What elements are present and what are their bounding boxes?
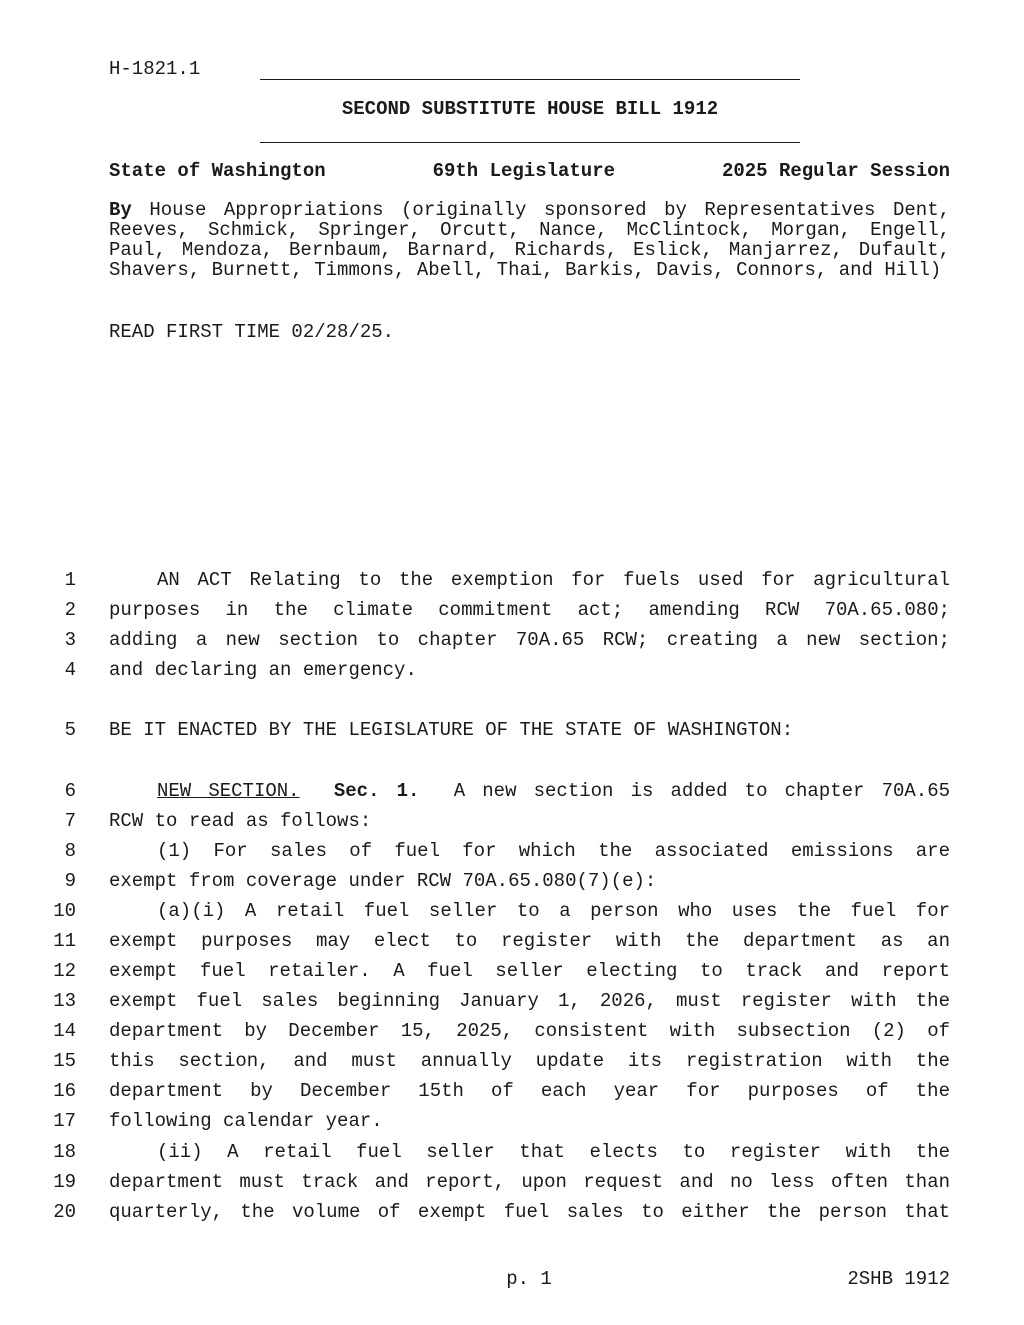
legislature-label: 69th Legislature bbox=[432, 160, 616, 182]
line-number: 20 bbox=[53, 1201, 76, 1223]
line-number: 14 bbox=[53, 1020, 76, 1042]
bill-line-6 bbox=[0, 780, 1024, 810]
line-text: purposes in the climate commitment act; amending RCW 70A.65.080; bbox=[109, 599, 950, 621]
bill-line-11 bbox=[0, 930, 1024, 960]
line-number: 15 bbox=[53, 1050, 76, 1072]
title-rule-top bbox=[260, 79, 800, 80]
line-number: 8 bbox=[64, 840, 76, 862]
line-text: adding a new section to chapter 70A.65 RCW; creating a new section; bbox=[109, 629, 950, 651]
bill-line-7 bbox=[0, 810, 1024, 840]
line-text: exempt purposes may elect to register with the department as an bbox=[109, 930, 950, 952]
line-number: 13 bbox=[53, 990, 76, 1012]
section-text: A new section is added to chapter 70A.65 bbox=[453, 780, 950, 802]
line-text: quarterly, the volume of exempt fuel sales to either the person that bbox=[109, 1201, 950, 1223]
line-number: 19 bbox=[53, 1171, 76, 1193]
sponsors bbox=[109, 200, 950, 280]
bill-line-1 bbox=[0, 569, 1024, 599]
line-text: exempt from coverage under RCW 70A.65.080(7)(e): bbox=[109, 870, 657, 892]
bill-line-5 bbox=[0, 719, 1024, 749]
bill-line-17 bbox=[0, 1110, 1024, 1140]
line-number: 9 bbox=[64, 870, 76, 892]
line-number: 5 bbox=[64, 719, 76, 741]
line-number: 12 bbox=[53, 960, 76, 982]
line-text: this section, and must annually update its registration with the bbox=[109, 1050, 950, 1072]
page-number: p. 1 bbox=[506, 1268, 552, 1290]
line-text: department by December 15th of each year for purposes of the bbox=[109, 1080, 950, 1102]
line-number: 6 bbox=[64, 780, 76, 802]
bill-line-12 bbox=[0, 960, 1024, 990]
line-text: following calendar year. bbox=[109, 1110, 383, 1132]
line-text: (1) For sales of fuel for which the associated emissions are bbox=[157, 840, 950, 862]
read-first: READ FIRST TIME 02/28/25. bbox=[109, 321, 395, 343]
bill-line-16 bbox=[0, 1080, 1024, 1110]
line-number: 3 bbox=[64, 629, 76, 651]
sponsor-by: By bbox=[109, 199, 132, 221]
line-text: RCW to read as follows: bbox=[109, 810, 372, 832]
bill-line-3 bbox=[0, 629, 1024, 659]
line-number: 4 bbox=[64, 659, 76, 681]
bill-line-14 bbox=[0, 1020, 1024, 1050]
session-label: 2025 Regular Session bbox=[721, 160, 950, 182]
line-text: exempt fuel retailer. A fuel seller electing to track and report bbox=[109, 960, 950, 982]
sponsor-text: House Appropriations (originally sponsored by Representatives Dent, Reeves, Schmick, Springer, Orcutt, Nance, McClintock, Morgan, Engell, Paul, Mendoza, Bernbaum, Barnard, Richards, Eslick, Manjarrez, Dufault, Shavers, Burnett, Timmons, Abell, Thai, Barkis, Davis, Connors, and Hill) bbox=[109, 199, 950, 281]
line-number: 16 bbox=[53, 1080, 76, 1102]
doc-id: H-1821.1 bbox=[109, 58, 201, 80]
line-text: department must track and report, upon request and no less often than bbox=[109, 1171, 950, 1193]
line-text: (ii) A retail fuel seller that elects to register with the bbox=[157, 1141, 950, 1163]
line-text: and declaring an emergency. bbox=[109, 659, 417, 681]
bill-line-13 bbox=[0, 990, 1024, 1020]
bill-line-15 bbox=[0, 1050, 1024, 1080]
line-number: 2 bbox=[64, 599, 76, 621]
line-text: exempt fuel sales beginning January 1, 2026, must register with the bbox=[109, 990, 950, 1012]
line-text: department by December 15, 2025, consistent with subsection (2) of bbox=[109, 1020, 950, 1042]
line-number: 18 bbox=[53, 1141, 76, 1163]
bill-line-8 bbox=[0, 840, 1024, 870]
line-number: 10 bbox=[53, 900, 76, 922]
bill-title: SECOND SUBSTITUTE HOUSE BILL 1912 bbox=[341, 98, 719, 120]
line-number: 1 bbox=[64, 569, 76, 591]
bill-line-9 bbox=[0, 870, 1024, 900]
bill-line-10 bbox=[0, 900, 1024, 930]
state-label: State of Washington bbox=[109, 160, 326, 182]
line-text bbox=[109, 780, 950, 802]
line-number: 7 bbox=[64, 810, 76, 832]
bill-line-18 bbox=[0, 1141, 1024, 1171]
bill-line-20 bbox=[0, 1201, 1024, 1231]
bill-line-19 bbox=[0, 1171, 1024, 1201]
line-number: 11 bbox=[53, 930, 76, 952]
section-number: Sec. 1. bbox=[333, 780, 420, 802]
line-text: (a)(i) A retail fuel seller to a person who uses the fuel for bbox=[157, 900, 950, 922]
new-section-label: NEW SECTION. bbox=[157, 780, 300, 802]
bill-line-4 bbox=[0, 659, 1024, 689]
title-rule-bottom bbox=[260, 142, 800, 143]
session-info bbox=[109, 160, 950, 182]
bill-line-2 bbox=[0, 599, 1024, 629]
line-number: 17 bbox=[53, 1110, 76, 1132]
line-text: AN ACT Relating to the exemption for fuels used for agricultural bbox=[157, 569, 950, 591]
footer-bill-id: 2SHB 1912 bbox=[847, 1268, 950, 1290]
line-text: BE IT ENACTED BY THE LEGISLATURE OF THE STATE OF WASHINGTON: bbox=[109, 719, 794, 741]
